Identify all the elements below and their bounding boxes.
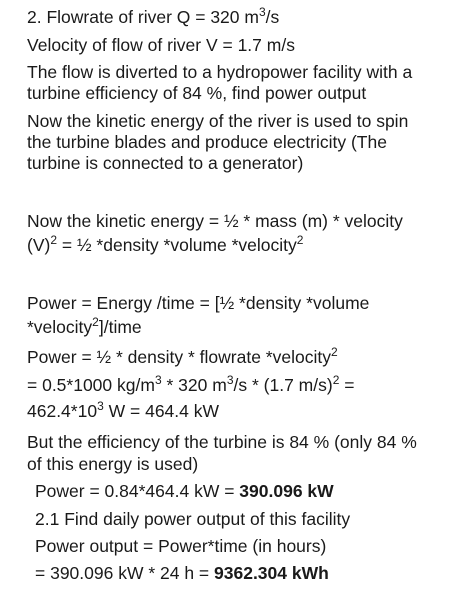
line-power-result <box>27 400 219 422</box>
text-segment: * 320 m <box>161 375 227 395</box>
line-power-formula <box>27 346 338 368</box>
line-daily-question <box>35 508 350 530</box>
text-segment: = 0.5*1000 kg/m <box>27 375 155 395</box>
text-segment: (V) <box>27 235 51 255</box>
text-segment: W = 464.4 kW <box>103 401 220 421</box>
text-segment: Velocity of flow of river V = 1.7 m/s <box>27 35 295 55</box>
line-explanation-2 <box>27 131 387 153</box>
line-kinetic-energy-2 <box>27 234 303 256</box>
text-segment: 2. Flowrate of river Q = 320 m <box>27 7 259 27</box>
text-segment: *velocity <box>27 317 93 337</box>
text-segment: ]/time <box>98 317 142 337</box>
line-power-definition-2 <box>27 316 142 338</box>
line-substitution <box>27 374 354 396</box>
text-segment: turbine efficiency of 84 %, find power output <box>27 83 367 103</box>
text-segment: The flow is diverted to a hydropower facility with a <box>27 62 413 82</box>
text-segment: of this energy is used) <box>27 454 199 474</box>
line-daily-result <box>35 562 329 584</box>
line-explanation-3 <box>27 152 303 174</box>
text-segment: Power = Energy /time = [½ *density *volume <box>27 293 370 313</box>
text-segment: = <box>339 375 355 395</box>
line-flowrate <box>27 6 279 28</box>
line-problem-1 <box>27 61 412 83</box>
text-segment: Now the kinetic energy = ½ * mass (m) * velocity <box>27 211 403 231</box>
line-velocity <box>27 34 295 56</box>
text-segment: /s * (1.7 m/s) <box>233 375 333 395</box>
line-net-power <box>35 480 334 502</box>
line-daily-formula <box>35 535 326 557</box>
superscript: 2 <box>50 233 58 247</box>
superscript: 2 <box>296 233 304 247</box>
text-segment: But the efficiency of the turbine is 84 % (only 84 % <box>27 432 417 452</box>
text-segment: Power = ½ * density * flowrate *velocity <box>27 347 331 367</box>
superscript: 2 <box>332 373 340 387</box>
text-segment: the turbine blades and produce electricity (The <box>27 132 387 152</box>
line-kinetic-energy-1 <box>27 210 403 232</box>
line-problem-2 <box>27 82 366 104</box>
text-segment: = ½ *density *volume *velocity <box>57 235 297 255</box>
bold-result: 390.096 kW <box>239 481 334 501</box>
text-segment: 462.4*10 <box>27 401 98 421</box>
superscript: 2 <box>92 315 99 329</box>
line-explanation-1 <box>27 110 408 132</box>
line-power-definition-1 <box>27 292 369 314</box>
text-segment: 2.1 Find daily power output of this facility <box>35 509 351 529</box>
text-segment: Now the kinetic energy of the river is used to spin <box>27 111 409 131</box>
text-segment: = 390.096 kW * 24 h = <box>35 563 215 583</box>
line-efficiency-2 <box>27 453 198 475</box>
superscript: 2 <box>330 345 338 359</box>
text-segment: Power = 0.84*464.4 kW = <box>35 481 240 501</box>
superscript: 3 <box>154 373 162 387</box>
line-efficiency-1 <box>27 431 417 453</box>
superscript: 3 <box>258 5 266 19</box>
text-segment: /s <box>265 7 280 27</box>
text-segment: Power output = Power*time (in hours) <box>35 536 327 556</box>
bold-result: 9362.304 kWh <box>214 563 329 583</box>
superscript: 3 <box>97 399 104 413</box>
superscript: 3 <box>226 373 234 387</box>
text-segment: turbine is connected to a generator) <box>27 153 304 173</box>
